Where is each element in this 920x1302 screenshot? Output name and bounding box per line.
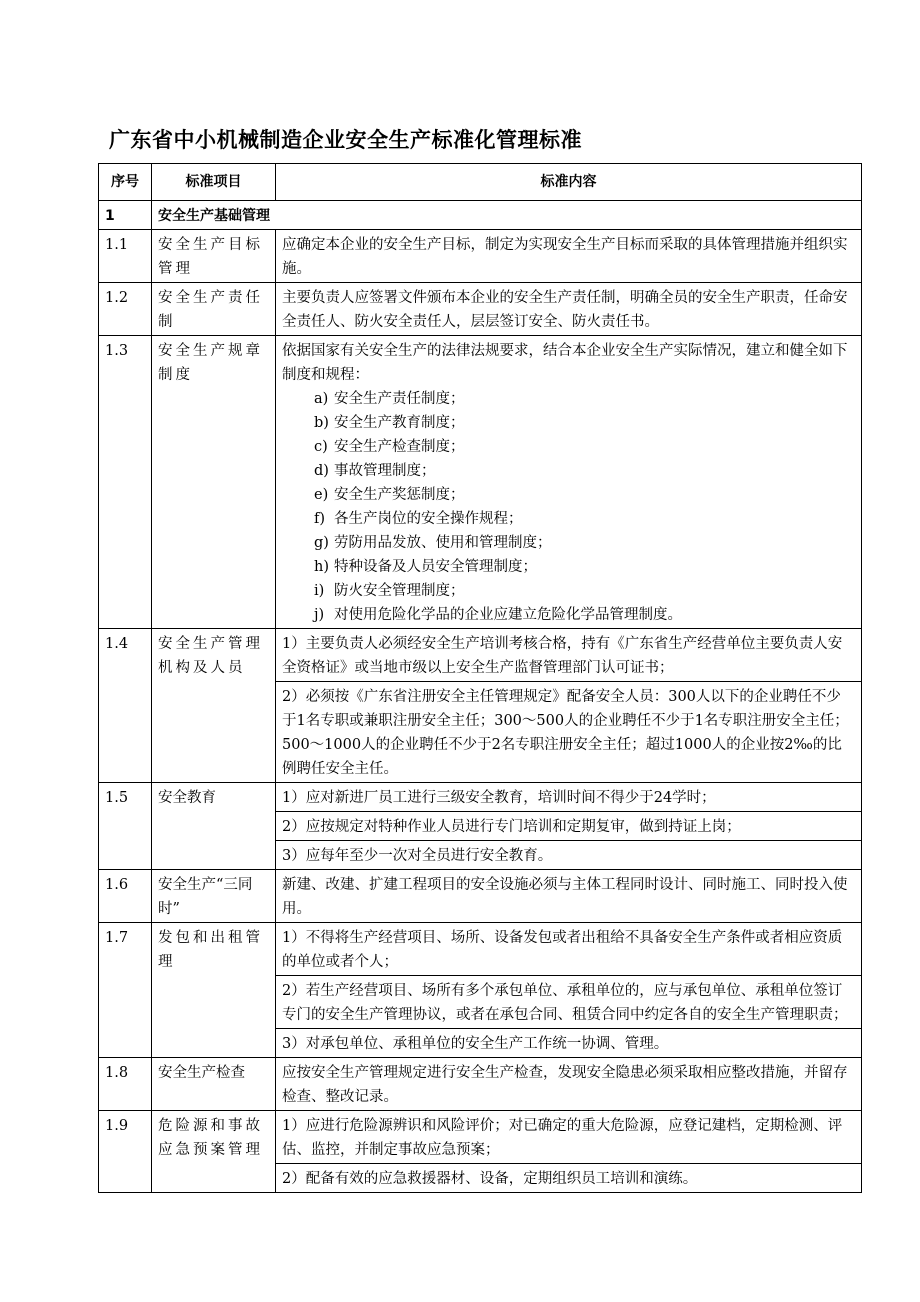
row-content: 3）应每年至少一次对全员进行安全教育。 [276,841,862,870]
list-item [314,603,855,627]
row-content: 2）若生产经营项目、场所有多个承包单位、承租单位的，应与承包单位、承租单位签订专门的安全生产管理协议，或者在承包合同、租赁合同中约定各自的安全生产管理职责； [276,976,862,1029]
list-text: 安全生产奖惩制度； [334,487,465,503]
row-content: 应按安全生产管理规定进行安全生产检查，发现安全隐患必须采取相应整改措施，并留存检查、整改记录。 [276,1058,862,1111]
row-intro: 依据国家有关安全生产的法律法规要求，结合本企业安全生产实际情况，建立和健全如下制度和规程： [282,343,848,383]
list-item [314,555,855,579]
header-content: 标准内容 [276,164,862,201]
row-content: 3）对承包单位、承租单位的安全生产工作统一协调、管理。 [276,1029,862,1058]
row-content: 1）应进行危险源辨识和风险评价；对已确定的重大危险源，应登记建档，定期检测、评估、监控，并制定事故应急预案； [276,1111,862,1164]
row-no: 1.1 [99,230,152,283]
table-row [99,783,862,812]
list-key: f) [314,511,326,527]
row-name: 危险源和事故应急预案管理 [152,1111,276,1193]
row-content [276,336,862,629]
row-no: 1.4 [99,629,152,783]
table-row [99,1058,862,1111]
list-key: e) [314,487,329,503]
row-content: 新建、改建、扩建工程项目的安全设施必须与主体工程同时设计、同时施工、同时投入使用。 [276,870,862,923]
row-no: 1.9 [99,1111,152,1193]
table-row [99,870,862,923]
list-item [314,435,855,459]
table-row [99,629,862,682]
list-text: 特种设备及人员安全管理制度； [334,559,537,575]
row-name: 安全生产管理机构及人员 [152,629,276,783]
list-key: d) [314,463,329,479]
row-name: 发包和出租管理 [152,923,276,1058]
row-content: 主要负责人应签署文件颁布本企业的安全生产责任制，明确全员的安全生产职责，任命安全责任人、防火安全责任人，层层签订安全、防火责任书。 [276,283,862,336]
row-no: 1.2 [99,283,152,336]
list-text: 防火安全管理制度； [334,583,465,599]
table-row [99,283,862,336]
list-key: b) [314,415,329,431]
list-item [314,387,855,411]
list-item [314,579,855,603]
list-key: h) [314,559,329,575]
document-title: 广东省中小机械制造企业安全生产标准化管理标准 [109,128,582,152]
list-text: 安全生产责任制度； [334,391,465,407]
row-content: 2）应按规定对特种作业人员进行专门培训和定期复审，做到持证上岗； [276,812,862,841]
table-row [99,1111,862,1164]
list-key: g) [314,535,329,551]
list-item [314,459,855,483]
list-item [314,507,855,531]
list-item [314,411,855,435]
row-name: 安全生产规章制度 [152,336,276,629]
standards-table [98,163,862,1193]
list-item [314,483,855,507]
table-row [99,923,862,976]
list-key: i) [314,583,325,599]
list-text: 劳防用品发放、使用和管理制度； [334,535,552,551]
table-header-row [99,164,862,201]
section-name: 安全生产基础管理 [152,201,862,230]
row-no: 1.8 [99,1058,152,1111]
header-item: 标准项目 [152,164,276,201]
row-content: 应确定本企业的安全生产目标，制定为实现安全生产目标而采取的具体管理措施并组织实施。 [276,230,862,283]
list-text: 安全生产检查制度； [334,439,465,455]
section-row [99,201,862,230]
row-no: 1.5 [99,783,152,870]
list-text: 安全生产教育制度； [334,415,465,431]
list-text: 对使用危险化学品的企业应建立危险化学品管理制度。 [334,607,682,623]
table-row [99,336,862,629]
row-content: 2）必须按《广东省注册安全主任管理规定》配备安全人员：300人以下的企业聘任不少于1名专职或兼职注册安全主任；300～500人的企业聘任不少于1名专职注册安全主任；500～1000人的企业聘任不少于2名专职注册安全主任；超过1000人的企业按2‰的比例聘任安全主任。 [276,682,862,783]
row-content: 1）不得将生产经营项目、场所、设备发包或者出租给不具备安全生产条件或者相应资质的单位或者个人； [276,923,862,976]
regulation-list [282,387,855,627]
row-name: 安全生产目标管理 [152,230,276,283]
row-no: 1.7 [99,923,152,1058]
row-content: 2）配备有效的应急救援器材、设备，定期组织员工培训和演练。 [276,1164,862,1193]
section-no: 1 [99,201,152,230]
row-no: 1.3 [99,336,152,629]
row-content: 1）应对新进厂员工进行三级安全教育，培训时间不得少于24学时； [276,783,862,812]
row-name: 安全教育 [152,783,276,870]
list-key: a) [314,391,329,407]
list-item [314,531,855,555]
list-key: c) [314,439,328,455]
row-name: 安全生产“三同时” [152,870,276,923]
row-name: 安全生产检查 [152,1058,276,1111]
list-text: 事故管理制度； [334,463,436,479]
row-name: 安全生产责任制 [152,283,276,336]
table-row [99,230,862,283]
header-no: 序号 [99,164,152,201]
row-content: 1）主要负责人必须经安全生产培训考核合格，持有《广东省生产经营单位主要负责人安全资格证》或当地市级以上安全生产监督管理部门认可证书； [276,629,862,682]
row-no: 1.6 [99,870,152,923]
list-key: j) [314,607,325,623]
list-text: 各生产岗位的安全操作规程； [334,511,523,527]
